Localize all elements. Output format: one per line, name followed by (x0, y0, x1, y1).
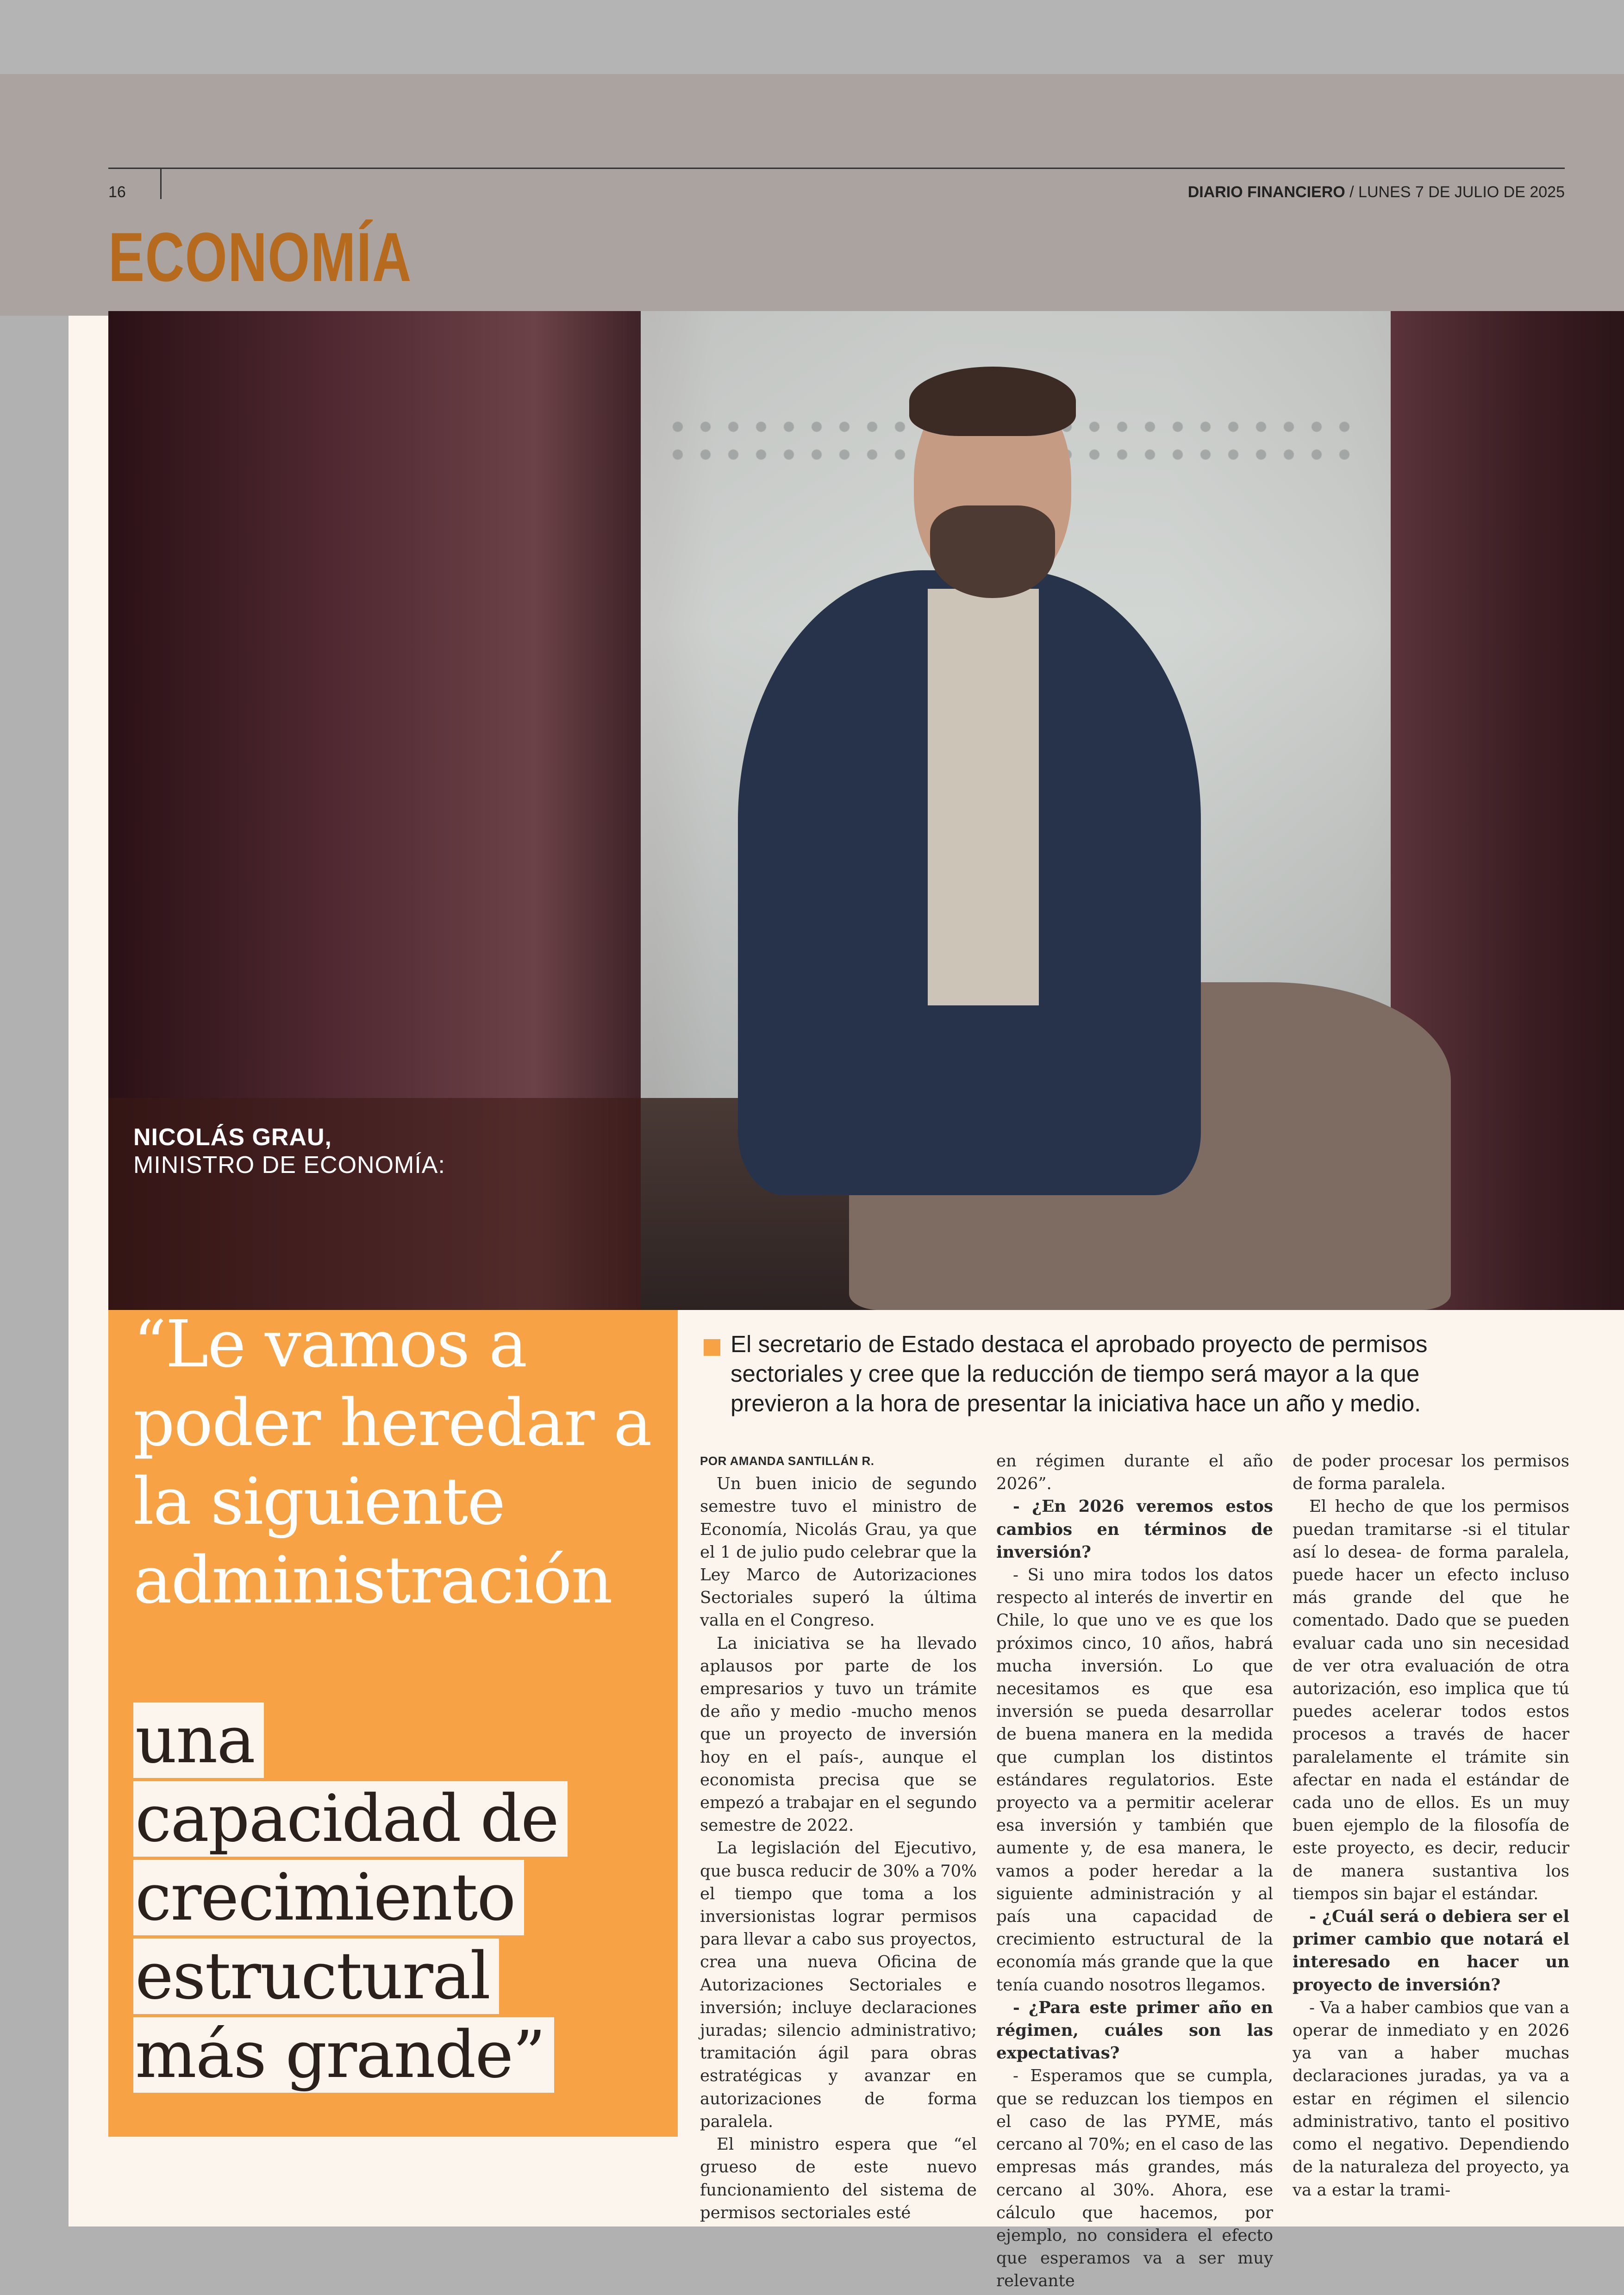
byline: POR AMANDA SANTILLÁN R. (700, 1454, 874, 1468)
publication-date: LUNES 7 DE JULIO DE 2025 (1358, 183, 1565, 201)
pull-quote-line: una (133, 1703, 264, 1778)
caption-name: NICOLÁS GRAU, (133, 1124, 332, 1151)
lead-bullet-icon (704, 1339, 720, 1356)
interview-question: - ¿En 2026 veremos estos cambios en términos de inversión? (996, 1497, 1273, 1562)
pull-quote-line: estructural (133, 1939, 499, 2014)
pull-quote-line: crecimiento (133, 1860, 524, 1935)
masthead: DIARIO FINANCIERO / LUNES 7 DE JULIO DE 2025 (1187, 183, 1565, 201)
pull-quote-highlight (133, 1701, 680, 2095)
article-column-1 (700, 1450, 977, 2224)
person-beard (930, 505, 1055, 598)
pull-quote-line: capacidad de (133, 1781, 568, 1857)
paragraph: El ministro espera que “el grueso de este nuevo funcionamiento del sistema de permisos sectoriales esté (700, 2135, 977, 2222)
paragraph: El hecho de que los permisos puedan tramitarse -si el titular así lo desea- de forma paralela, puede hacer un efecto incluso más grande del que he comentado. Dado que se pueden evaluar cada uno sin necesidad de ver otra evaluación de otra autorización, eso implica que tú puedes acelerar todos estos procesos a través de hacer paralelamente el trámite sin afectar en nada el estándar de cada uno de ellos. Es un muy buen ejemplo de la filosofía de este proyecto, es decir, reducir de manera sustantiva los tiempos sin bajar el estándar. (1293, 1497, 1569, 1903)
paragraph: La iniciativa se ha llevado aplausos por parte de los empresarios y tuvo un trámite de año y medio -mucho menos que un proyecto de inversión hoy en el país-, aunque el economista precisa que se empezó a trabajar en el segundo semestre de 2022. (700, 1634, 977, 1835)
paragraph: - Si uno mira todos los datos respecto al interés de invertir en Chile, lo que uno ve es que los próximos cinco, 10 años, habrá mucha inversión. Lo que necesitamos es que esa inversión se pueda desarrollar de buena manera en la medida que cumplan los distintos estándares regulatorios. Este proyecto va a permitir acelerar esa inversión y también que aumente y, de esa manera, le vamos a poder heredar a la siguiente administración y al país una capacidad de crecimiento estructural de la economía más grande que la que tenía cuando nosotros llegamos. (996, 1565, 1273, 1995)
article-column-2 (996, 1450, 1273, 2293)
paragraph: en régimen durante el año 2026”. (996, 1452, 1273, 1494)
paragraph: - Va a haber cambios que van a operar de inmediato y en 2026 ya van a haber muchas declaraciones juradas, ya va a estar en régimen el silencio administrativo, tanto el positivo como el negativo. Dependiendo de la naturaleza del proyecto, ya va a estar la trami- (1293, 1998, 1569, 2200)
paragraph: Un buen inicio de segundo semestre tuvo el ministro de Economía, Nicolás Grau, ya que el 1 de julio pudo celebrar que la Ley Marco de Autorizaciones Sectoriales superó la última valla en el Congreso. (700, 1474, 977, 1630)
header-divider (160, 168, 162, 199)
lead-paragraph: El secretario de Estado destaca el aprobado proyecto de permisos sectoriales y cree que la reducción de tiempo será mayor a la que previeron a la hora de presentar la iniciativa hace un año y medio. (731, 1331, 1428, 1416)
paragraph: de poder procesar los permisos de forma paralela. (1293, 1452, 1569, 1494)
paragraph: - Esperamos que se cumpla, que se reduzcan los tiempos en el caso de las PYME, más cercano al 70%; en el caso de las empresas más grandes, más cercano al 30%. Ahora, ese cálculo que hacemos, por ejemplo, no considera el efecto que esperamos va a ser muy relevante (996, 2066, 1273, 2291)
pull-quote-line: más grande” (133, 2017, 554, 2093)
section-title: ECONOMÍA (108, 218, 412, 296)
interview-question: - ¿Cuál será o debiera ser el primer cambio que notará el interesado en hacer un proyecto de inversión? (1293, 1907, 1569, 1995)
top-margin (0, 0, 1624, 74)
page-number: 16 (108, 183, 126, 201)
portrait-photo (108, 311, 1624, 1310)
publication-name: DIARIO FINANCIERO (1187, 183, 1345, 201)
interview-question: - ¿Para este primer año en régimen, cuáles son las expectativas? (996, 1998, 1273, 2063)
paragraph: La legislación del Ejecutivo, que busca reducir de 30% a 70% el tiempo que toma a los inversionistas lograr permisos para llevar a cabo sus proyectos, crea una nueva Oficina de Autorizaciones Sectoriales e inversión; incluye declaraciones juradas; silencio administrativo; tramitación ágil para obras estratégicas y avanzar en autorizaciones de forma paralela. (700, 1839, 977, 2131)
article-column-3 (1293, 1450, 1569, 2201)
pull-quote-light: “Le vamos a poder heredar a la siguiente administración (133, 1307, 651, 1618)
person-hair (909, 367, 1076, 436)
bottom-margin (0, 2226, 1624, 2295)
header-rule (108, 168, 1565, 169)
person-shirt (928, 589, 1039, 1005)
caption-role: MINISTRO DE ECONOMÍA: (133, 1152, 445, 1179)
